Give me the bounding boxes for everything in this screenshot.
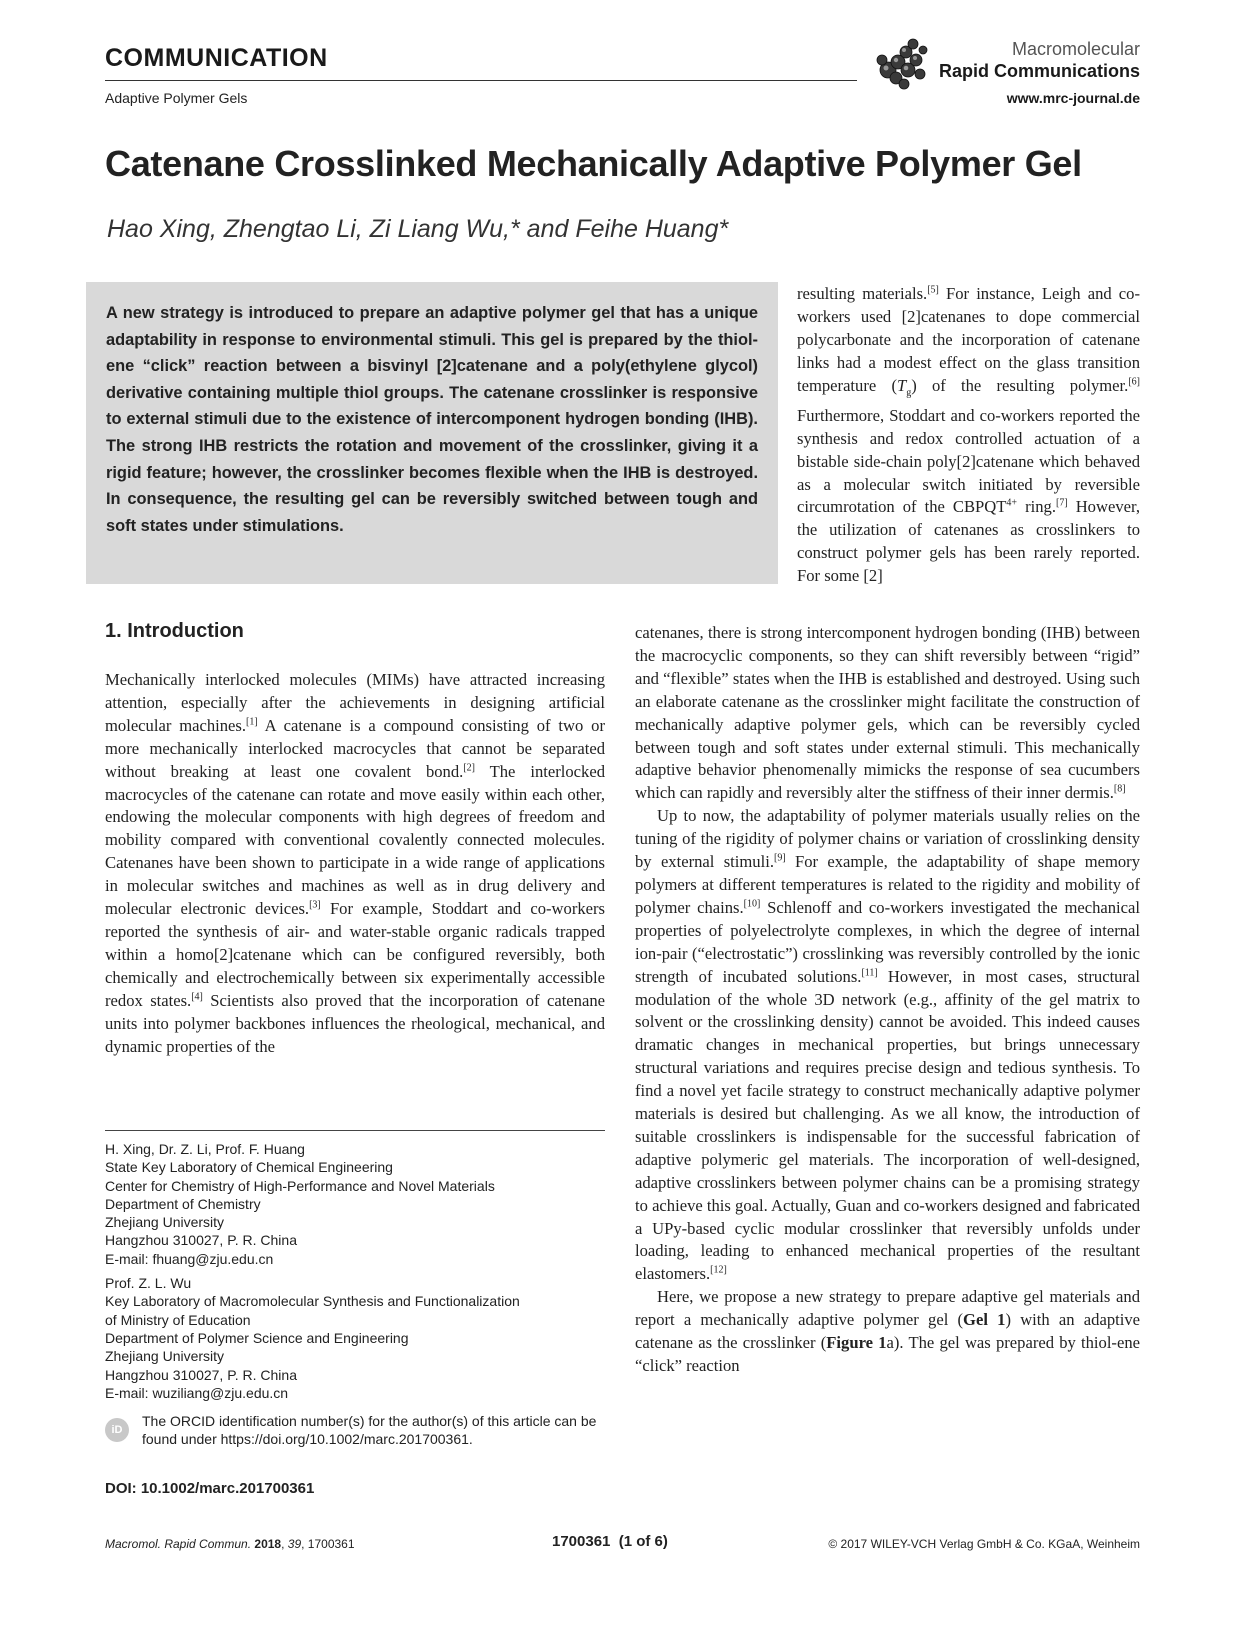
abstract-text: A new strategy is introduced to prepare an adaptive polymer gel that has a unique adaptability in response to environmental stimuli. This gel is prepared by the thiol-ene “click” reaction between a bisvinyl [2]catenane and a poly(ethylene glycol) derivative containing multiple thiol groups. The catenane crosslinker is responsive to external stimuli due to the existence of intercomponent hydrogen bonding (IHB). The strong IHB restricts the rotation and movement of the crosslinker, giving it a rigid feature; however, the crosslinker becomes flexible when the IHB is destroyed. In consequence, the resulting gel can be reversibly switched between tough and soft states under stimulations.	[106, 304, 758, 535]
body-text-right-top	[797, 283, 1140, 588]
doi-label[interactable]: DOI: 10.1002/marc.201700361	[105, 1480, 315, 1497]
affiliation-line: Zhejiang University	[105, 1348, 225, 1365]
topic-label: Adaptive Polymer Gels	[105, 90, 248, 106]
journal-name-line2: Rapid Communications	[938, 61, 1140, 81]
affiliation-line: Hangzhou 310027, P. R. China	[105, 1366, 297, 1383]
affiliation-line: Prof. Z. L. Wu	[105, 1275, 192, 1292]
body-paragraph: catenanes, there is strong intercomponent hydrogen bonding (IHB) between the macrocyclic components, so they can shift reversibly between “rigid” and “flexible” states when the IHB is established and destroyed. Using such an elaborate catenane as the crosslinker might facilitate the construction of mechanically adaptive polymer gels, which can be reversibly cycled between tough and soft states under external stimuli. This mechanically adaptive behavior phenomenally mimicks the response of sea cucumbers which can rapidly and reversibly alter the stiffness of their inner dermis.[8]	[635, 623, 1140, 803]
affiliation-line: H. Xing, Dr. Z. Li, Prof. F. Huang	[105, 1141, 305, 1157]
article-title: Catenane Crosslinked Mechanically Adaptive Polymer Gel	[105, 143, 1082, 184]
footer-article-number: 1700361	[307, 1537, 355, 1551]
footer-citation: Macromol. Rapid Commun. 2018, 39, 1700361	[105, 1537, 355, 1551]
affiliation-email[interactable]: E-mail: wuziliang@zju.edu.cn	[105, 1384, 289, 1401]
journal-name	[935, 38, 1140, 82]
section-heading: 1. Introduction	[105, 620, 244, 642]
affiliation-line: Department of Polymer Science and Engineering	[105, 1329, 409, 1346]
orcid-icon: iD	[105, 1418, 129, 1442]
affiliation-line: Department of Chemistry	[105, 1195, 261, 1212]
header-divider	[105, 80, 857, 81]
body-text-right	[635, 622, 1140, 1378]
journal-url[interactable]: www.mrc-journal.de	[1006, 90, 1140, 106]
orcid-note-text[interactable]: The ORCID identification number(s) for the author(s) of this article can be found under https://doi.org/10.1002/marc.201700361.	[142, 1413, 597, 1447]
journal-name-line1: Macromolecular	[1011, 39, 1140, 59]
footer-journal: Macromol. Rapid Commun.	[105, 1537, 252, 1551]
affiliations	[105, 1140, 520, 1402]
affiliation-line: Key Laboratory of Macromolecular Synthesis and Functionalization	[105, 1293, 520, 1310]
affiliation-email[interactable]: E-mail: fhuang@zju.edu.cn	[105, 1250, 274, 1267]
orcid-note	[105, 1412, 605, 1448]
body-text-left	[105, 669, 605, 1058]
body-paragraph: Here, we propose a new strategy to prepare adaptive gel materials and report a mechanically adaptive polymer gel (Gel 1) with an adaptive catenane as the crosslinker (Figure 1a). The gel was prepared by thiol-ene “click” reaction	[635, 1287, 1140, 1375]
affiliation-divider	[105, 1130, 605, 1131]
footer-year: 2018	[254, 1537, 282, 1551]
body-paragraph: resulting materials.[5] For instance, Leigh and co-workers used [2]catenanes to dope commercial polycarbonate and the incorporation of catenane links had a modest effect on the glass transition temperature $(T_g)$ of the resulting polymer.[6] Furthermore, Stoddart and co-workers reported the synthesis and redox controlled actuation of a bistable side-chain poly[2]catenane which behaved as a molecular switch initiated by reversible circumrotation of the $CBPQT^{4+}$ ring.[7] However, the utilization of catenanes as crosslinkers to construct polymer gels has been rarely reported. For some [2]	[797, 284, 1141, 586]
footer-page-number: 1700361 (1 of 6)	[552, 1533, 668, 1550]
affiliation-line: State Key Laboratory of Chemical Engineering	[105, 1159, 393, 1176]
body-paragraph: Mechanically interlocked molecules (MIMs) have attracted increasing attention, especially after the achievements in designing artificial molecular machines.[1] A catenane is a compound consisting of two or more mechanically interlocked macrocycles that cannot be separated without breaking at least one covalent bond.[2] The interlocked macrocycles of the catenane can rotate and move easily within each other, endowing the molecular components with high degrees of freedom and mobility compared with conventional covalently connected molecules. Catenanes have been shown to participate in a wide range of applications in molecular switches and machines as well as in drug delivery and molecular electronic devices.[3] For example, Stoddart and co-workers reported the synthesis of air- and water-stable organic radicals trapped within a homo[2]catenane which can be configured reversibly, both chemically and electrochemically between six experimentally accessible redox states.[4] Scientists also proved that the incorporation of catenane units into polymer backbones influences the rheological, mechanical, and dynamic properties of the	[105, 670, 605, 1056]
journal-logo-icon	[868, 30, 938, 94]
section-label: COMMUNICATION	[105, 44, 328, 72]
affiliation-line: Zhejiang University	[105, 1214, 225, 1231]
affiliation-line: Hangzhou 310027, P. R. China	[105, 1232, 297, 1249]
abstract-box	[86, 282, 778, 584]
author-list: Hao Xing, Zhengtao Li, Zi Liang Wu,* and Feihe Huang*	[107, 215, 729, 243]
affiliation-line: Center for Chemistry of High-Performance and Novel Materials	[105, 1177, 495, 1194]
footer-copyright: © 2017 WILEY-VCH Verlag GmbH & Co. KGaA, Weinheim	[828, 1537, 1140, 1551]
body-paragraph: Up to now, the adaptability of polymer materials usually relies on the tuning of the rigidity of polymer chains or variation of crosslinking density by external stimuli.[9] For example, the adaptability of shape memory polymers at different temperatures is related to the rigidity and mobility of polymer chains.[10] Schlenoff and co-workers investigated the mechanical properties of polyelectrolyte complexes, in which the degree of internal ion-pair (“electrostatic”) crosslinking was reversibly controlled by the ionic strength of incubated solutions.[11] However, in most cases, structural modulation of the whole 3D network (e.g., affinity of the gel matrix to solvent or the crosslinking density) cannot be avoided. This indeed causes dramatic changes in mechanical properties, but brings unnecessary structural variations and requires precise design and tedious synthesis. To find a novel yet facile strategy to construct mechanically adaptive polymer materials is desired but challenging. As we all know, the introduction of suitable crosslinkers is indispensable for the successful fabrication of adaptive polymeric gel materials. The incorporation of well-designed, adaptive crosslinkers between polymer chains can be a promising strategy to achieve this goal. Actually, Guan and co-workers designed and fabricated a UPy-based cyclic modular crosslinker that reversibly unfolds under loading, leading to enhanced mechanical properties of the resultant elastomers.[12]	[635, 806, 1140, 1284]
affiliation-line: of Ministry of Education	[105, 1311, 251, 1328]
footer-volume: 39	[287, 1537, 302, 1551]
